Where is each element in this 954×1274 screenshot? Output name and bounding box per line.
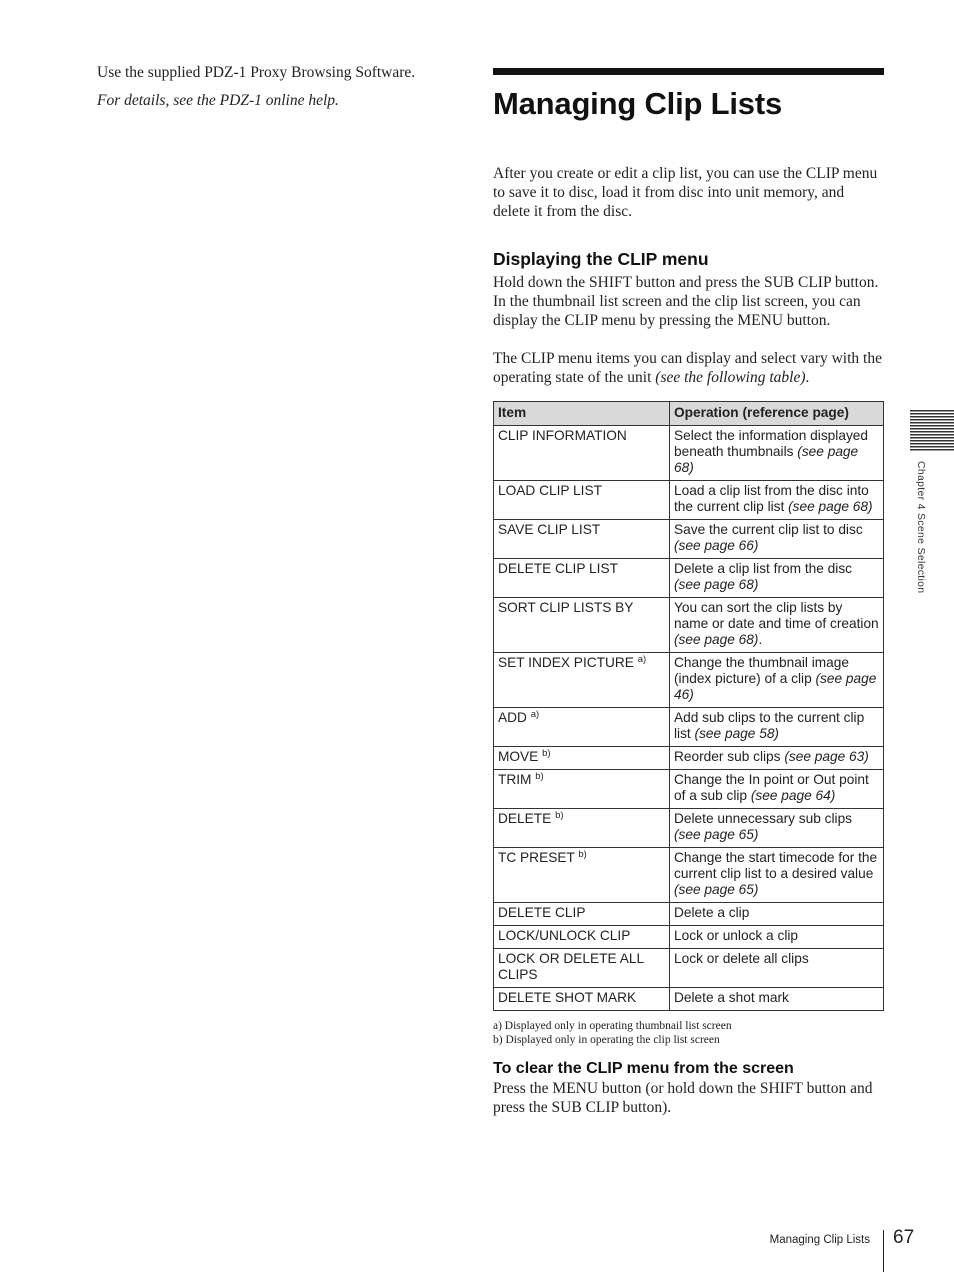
page-reference: (see page 68) [788,499,873,514]
item-label: MOVE [498,749,539,764]
operation-text: You can sort the clip lists by name or date and time of creation [674,600,879,631]
table-row [494,809,884,848]
page-reference: (see page 63) [784,749,869,764]
page-reference: (see page 58) [694,726,779,741]
chapter-tab-label: Chapter 4 Scene Selection [915,461,927,594]
item-cell [494,426,670,481]
item-cell [494,708,670,747]
operation-text: Change the thumbnail image (index picture) of a clip [674,655,850,686]
page-reference: (see page 46) [674,671,877,702]
operation-cell [670,926,884,949]
item-cell [494,926,670,949]
intro-paragraph: After you create or edit a clip list, you can use the CLIP menu to save it to disc, load it from disc into unit memory, and delete it from the disc. [493,165,878,220]
footnote-marker: b) [555,810,564,821]
operation-cell [670,481,884,520]
section-heading-clear: To clear the CLIP menu from the screen [493,1060,794,1077]
item-cell [494,770,670,809]
operation-cell [670,988,884,1011]
table-row [494,949,884,988]
operation-cell [670,520,884,559]
item-cell [494,848,670,903]
table-row [494,520,884,559]
item-cell [494,559,670,598]
item-cell [494,809,670,848]
left-text-line: Use the supplied PDZ-1 Proxy Browsing Software. [97,64,416,81]
operation-cell [670,559,884,598]
footnote-marker: a) [530,709,540,720]
table-header-row [494,402,884,426]
operation-text: Reorder sub clips [674,749,785,764]
item-label: LOAD CLIP LIST [498,483,602,498]
footnote-marker: b) [578,849,587,860]
page-number: 67 [893,1227,915,1248]
operation-text: Lock or unlock a clip [674,928,799,943]
footnote-marker: a) [637,654,647,665]
clip-menu-table [493,401,884,1011]
footer-section-label: Managing Clip Lists [769,1234,870,1246]
operation-cell [670,598,884,653]
footer-divider [883,1230,884,1272]
operation-cell [670,426,884,481]
operation-text: Delete a shot mark [674,990,789,1005]
page-reference: (see page 65) [674,827,759,842]
item-cell [494,520,670,559]
section2-text: Press the MENU button (or hold down the SHIFT button and press the SUB CLIP button). [493,1080,873,1116]
operation-text: Change the start timecode for the current clip list to a desired value [674,850,878,881]
page-title: Managing Clip Lists [493,86,782,121]
item-label: CLIP INFORMATION [498,428,627,443]
table-body [494,426,884,1011]
section1-paragraph2 [493,349,884,387]
item-cell [494,949,670,988]
page-reference: (see page 66) [674,538,759,553]
chapter-tab-stripes [910,410,954,452]
operation-text: Save the current clip list to disc [674,522,863,537]
operation-tail: . [758,632,763,647]
item-label: DELETE CLIP [498,905,586,920]
footnote-marker: b) [542,748,551,759]
section1-text-line2: In the thumbnail list screen and the clip list screen, you can display the CLIP menu by pressing the MENU button. [493,293,861,329]
operation-text: Select the information displayed beneath thumbnails [674,428,869,459]
header-item: Item [494,402,670,426]
title-rule [493,68,884,75]
operation-cell [670,848,884,903]
operation-cell [670,809,884,848]
item-label: DELETE SHOT MARK [498,990,637,1005]
operation-text: Change the In point or Out point of a sub clip [674,772,869,803]
operation-text: Delete unnecessary sub clips [674,811,853,826]
item-cell [494,903,670,926]
operation-cell [670,653,884,708]
item-label: ADD [498,710,527,725]
operation-text: Lock or delete all clips [674,951,809,966]
table-row [494,747,884,770]
section1-text-line1: Hold down the SHIFT button and press the SUB CLIP button. [493,274,879,291]
footnote-a: a) Displayed only in operating thumbnail list screen [493,1020,732,1032]
section-heading-displaying: Displaying the CLIP menu [493,249,709,269]
item-label: LOCK OR DELETE ALL CLIPS [498,951,644,982]
operation-cell [670,949,884,988]
page-reference: (see page 68) [674,444,859,475]
footnotes [493,1019,884,1047]
header-operation: Operation (reference page) [670,402,884,426]
para2-ref: (see the following table) [655,369,806,386]
table-row [494,559,884,598]
page-reference: (see page 65) [674,882,759,897]
table-row [494,708,884,747]
para2-text: The CLIP menu items you can display and select vary with the operating state of the unit [493,350,882,386]
page-reference: (see page 64) [750,788,836,803]
item-label: DELETE [498,811,552,826]
operation-text: Delete a clip [674,905,750,920]
table-row [494,770,884,809]
item-label: TRIM [498,772,532,787]
table-row [494,598,884,653]
operation-cell [670,708,884,747]
page-reference: (see page 68) [674,632,759,647]
item-label: SAVE CLIP LIST [498,522,601,537]
table-row [494,903,884,926]
main-column [493,68,884,1117]
para2-end: . [805,369,810,386]
operation-cell [670,747,884,770]
item-cell [494,598,670,653]
operation-cell [670,903,884,926]
left-help-note: For details, see the PDZ-1 online help. [97,92,339,109]
item-label: LOCK/UNLOCK CLIP [498,928,631,943]
operation-text: Delete a clip list from the disc [674,561,853,576]
item-cell [494,481,670,520]
item-cell [494,653,670,708]
table-row [494,653,884,708]
operation-text: Load a clip list from the disc into the current clip list [674,483,869,514]
footnote-b: b) Displayed only in operating the clip list screen [493,1034,720,1046]
left-column [97,63,457,110]
table-row [494,988,884,1011]
item-label: TC PRESET [498,850,575,865]
table-row [494,481,884,520]
item-label: DELETE CLIP LIST [498,561,618,576]
footnote-marker: b) [535,771,544,782]
table-row [494,426,884,481]
table-row [494,926,884,949]
page-reference: (see page 68) [674,577,759,592]
table-row [494,848,884,903]
operation-cell [670,770,884,809]
item-label: SORT CLIP LISTS BY [498,600,634,615]
item-cell [494,988,670,1011]
operation-text: Add sub clips to the current clip list [674,710,865,741]
item-cell [494,747,670,770]
item-label: SET INDEX PICTURE [498,655,634,670]
